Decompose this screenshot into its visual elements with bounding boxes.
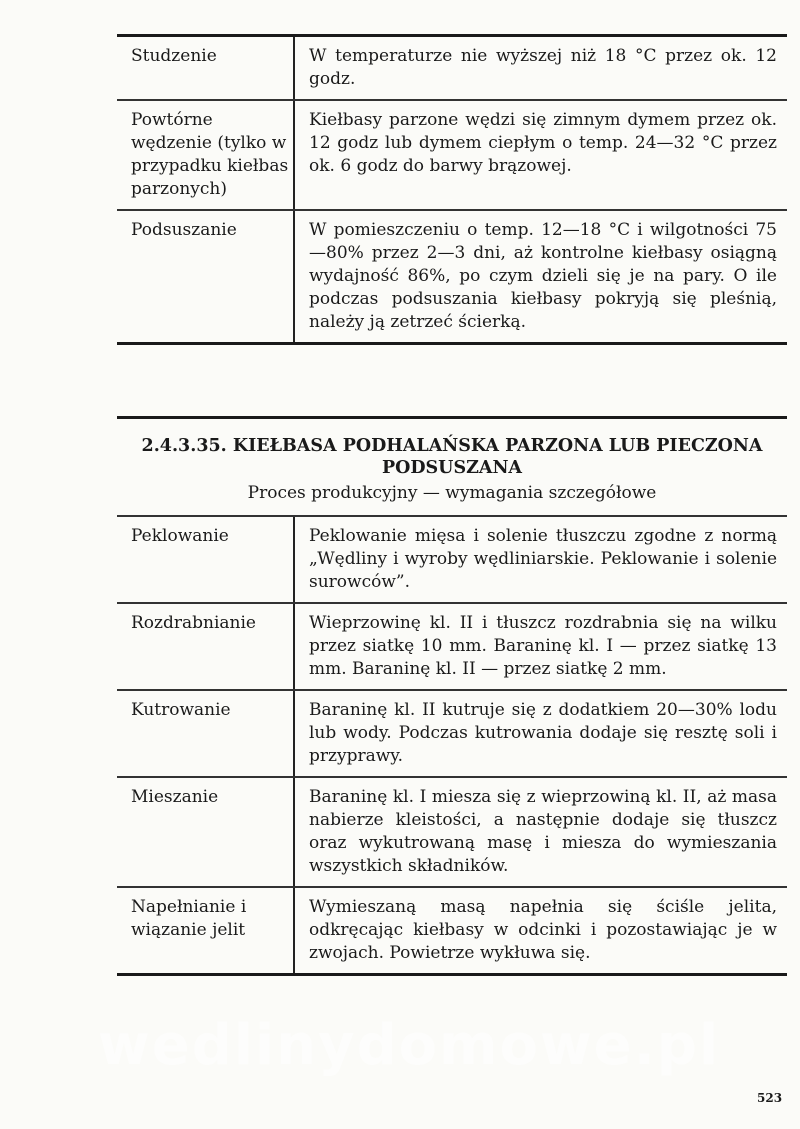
section-header-row xyxy=(117,418,787,517)
table-row xyxy=(117,210,787,344)
step-label: Mieszanie xyxy=(117,777,294,887)
step-label: Studzenie xyxy=(117,36,294,101)
step-description: Wieprzowinę kl. II i tłuszcz rozdrabnia się na wilku przez siatkę 10 mm. Baraninę kl. I — przez siatkę 13 mm. Baraninę kl. II — przez siatkę 2 mm. xyxy=(294,603,787,690)
section-subtitle: Proces produkcyjny — wymagania szczegółowe xyxy=(247,483,657,503)
table-row xyxy=(117,777,787,887)
step-description: W temperaturze nie wyższej niż 18 °C przez ok. 12 godz. xyxy=(294,36,787,101)
process-table-continued xyxy=(117,34,787,345)
table-row xyxy=(117,887,787,975)
step-label: Peklowanie xyxy=(117,516,294,603)
table-row xyxy=(117,36,787,101)
step-description: Peklowanie mięsa i solenie tłuszczu zgodne z normą „Wędliny i wyroby wędliniarskie. Peklowanie i solenie surowców”. xyxy=(294,516,787,603)
watermark: wedlinydomowe.pl xyxy=(98,1013,721,1078)
step-description: Baraninę kl. II kutruje się z dodatkiem 20—30% lodu lub wody. Podczas kutrowania dodaje się resztę soli i przyprawy. xyxy=(294,690,787,777)
kielbasa-podhalanska-table xyxy=(117,416,787,976)
table-row xyxy=(117,603,787,690)
page-number: 523 xyxy=(757,1091,783,1105)
step-description: W pomieszczeniu o temp. 12—18 °C i wilgotności 75—80% przez 2—3 dni, aż kontrolne kiełbasy osiągną wydajność 86%, po czym dzieli się je na pary. O ile podczas podsuszania kiełbasy pokryją się pleśnią, należy ją zetrzeć ścierką. xyxy=(309,220,777,332)
step-label: Kutrowanie xyxy=(117,690,294,777)
table-row xyxy=(117,100,787,210)
step-description: Wymieszaną masą napełnia się ściśle jelita, odkręcając kiełbasy w odcinki i pozostawiając je w zwojach. Powietrze wykłuwa się. xyxy=(309,897,777,963)
step-description: Baraninę kl. I miesza się z wieprzowiną kl. II, aż masa nabierze kleistości, a następnie dodaje się tłuszcz oraz wykutrowaną masę i miesza do wymieszania wszystkich składników. xyxy=(294,777,787,887)
section-title: 2.4.3.35. KIEŁBASA PODHALAŃSKA PARZONA LUB PIECZONA PODSUSZANA xyxy=(141,436,763,478)
step-description: Kiełbasy parzone wędzi się zimnym dymem przez ok. 12 godz lub dymem ciepłym o temp. 24—32 °C przez ok. 6 godz do barwy brązowej. xyxy=(294,100,787,210)
step-label: Powtórne wędzenie (tylko w przypadku kiełbas parzonych) xyxy=(117,100,294,210)
table-row xyxy=(117,516,787,603)
step-label: Napełnianie i wiązanie jelit xyxy=(117,887,294,975)
section-header xyxy=(117,418,787,517)
step-label: Podsuszanie xyxy=(117,210,294,344)
table-row xyxy=(117,690,787,777)
step-label: Rozdrabnianie xyxy=(117,603,294,690)
